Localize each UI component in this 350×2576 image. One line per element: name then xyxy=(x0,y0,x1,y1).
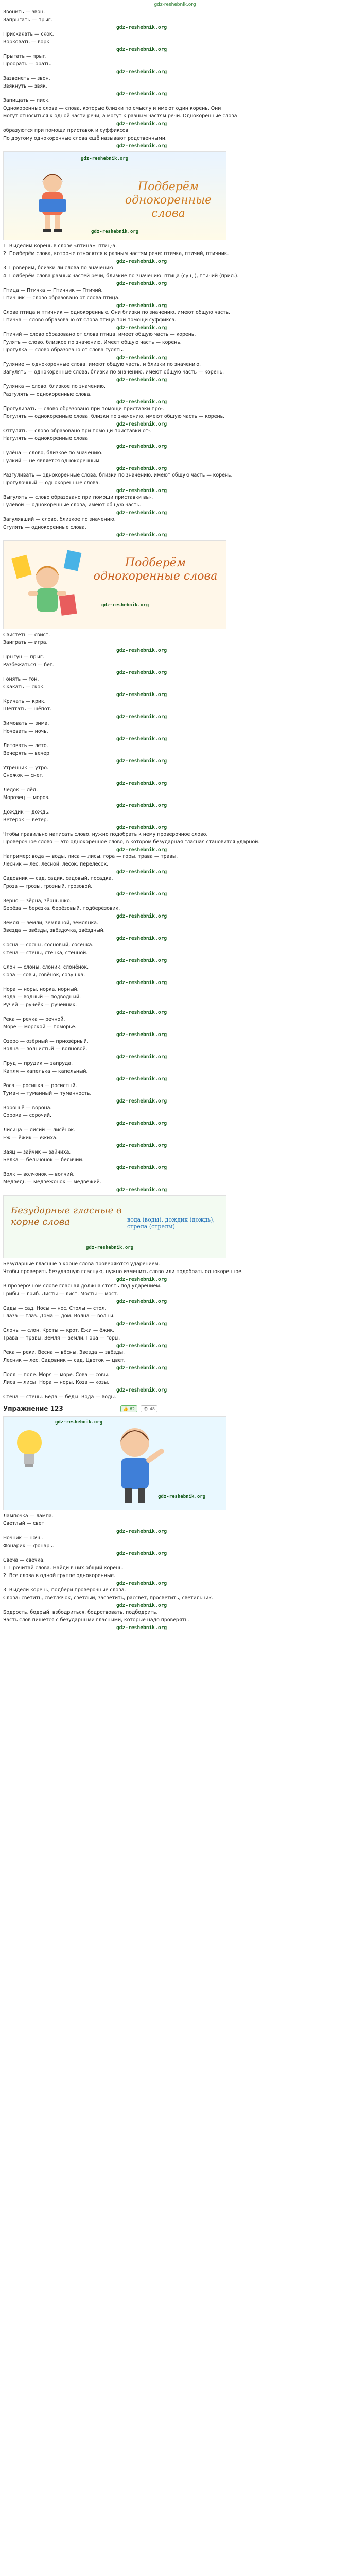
text-line: Гулять — слово, близкое по значению. Имеет общую часть — корень. xyxy=(3,340,182,345)
text-line: Волк — волчонок — волчий. xyxy=(3,1172,75,1177)
text-line: Медведь — медвежонок — медвежий. xyxy=(3,1179,101,1185)
card1-watermark-2: gdz-reshebnik.org xyxy=(91,229,139,234)
text-line: Ночник — ночь. xyxy=(3,1535,43,1541)
watermark-link[interactable]: gdz-reshebnik.org xyxy=(116,936,167,941)
text-line: Разгуливать — однокоренные слова, близки по значению, имеют общую часть — корень. xyxy=(3,472,233,478)
exercise-header xyxy=(3,1403,157,1414)
watermark-link[interactable]: gdz-reshebnik.org xyxy=(116,958,167,963)
card2-watermark: gdz-reshebnik.org xyxy=(101,603,149,608)
text-line: Чтобы правильно написать слово, нужно подобрать к нему проверочное слово. xyxy=(3,832,208,837)
exercise-title: Упражнение 123 xyxy=(3,1405,63,1413)
text-line: могут относиться к одной части речи, а могут к разным частям речи. Однокоренные слова xyxy=(3,113,237,119)
watermark-link[interactable]: gdz-reshebnik.org xyxy=(116,399,167,405)
text-line: Нагулять — однокоренные слова. xyxy=(3,436,90,442)
watermark-link[interactable]: gdz-reshebnik.org xyxy=(116,781,167,786)
text-line: Слова: светить, светлячок, светлый, засветить, рассвет, просветить, светильник. xyxy=(3,1595,213,1601)
text-line: Гуляние — однокоренные слова, имеют общую часть, и близки по значению. xyxy=(3,362,201,367)
text-line: образуются при помощи приставок и суффиксов. xyxy=(3,128,130,133)
watermark-link[interactable]: gdz-reshebnik.org xyxy=(116,980,167,986)
views-badge: 👁 48 xyxy=(141,1405,157,1412)
light-bulb-icon xyxy=(14,1427,45,1473)
text-line: Чтобы проверить безударную гласную, нужно изменить слово или подобрать однокоренное. xyxy=(3,1269,243,1275)
text-line: Разбежаться — бег. xyxy=(3,662,54,668)
text-line: Безударные гласные в корне слова проверяются ударением. xyxy=(3,1261,160,1267)
watermark-link[interactable]: gdz-reshebnik.org xyxy=(116,1277,167,1282)
text-line: Шептать — шёпот. xyxy=(3,706,52,712)
watermark-link[interactable]: gdz-reshebnik.org xyxy=(116,1187,167,1193)
text-line: В проверочном слове гласная должна стоять под ударением. xyxy=(3,1283,162,1289)
watermark-link[interactable]: gdz-reshebnik.org xyxy=(116,1299,167,1304)
watermark-link[interactable]: gdz-reshebnik.org xyxy=(116,670,167,675)
text-line: Прыгун — прыг. xyxy=(3,654,44,660)
section-2 xyxy=(0,243,350,338)
text-line: Звонить — звон. xyxy=(3,9,45,15)
text-line: Сгулять — однокоренные слова. xyxy=(3,524,86,530)
text-line: Свистеть — свист. xyxy=(3,632,50,638)
top-watermark[interactable]: gdz-reshebnik.org xyxy=(0,0,350,9)
watermark-link[interactable]: gdz-reshebnik.org xyxy=(116,1098,167,1104)
text-line: Вороньё — ворона. xyxy=(3,1105,52,1111)
text-line: Прогулка — слово образовано от слова гулять. xyxy=(3,347,124,353)
text-line: Разгулять — однокоренные слова. xyxy=(3,392,92,397)
watermark-link[interactable]: gdz-reshebnik.org xyxy=(116,532,167,538)
text-line: Загулявший — слово, близкое по значению. xyxy=(3,517,116,522)
text-line: Например: вода — воды, лиса — лисы, гора — горы, трава — травы. xyxy=(3,854,178,859)
text-line: 2. Подберём слова, которые относятся к разным частям речи: птичка, птичий, птичник. xyxy=(3,251,229,257)
card5-watermark-2: gdz-reshebnik.org xyxy=(158,1494,206,1500)
text-line: 1. Выделим корень в слове «птица»: птиц-а. xyxy=(3,243,117,249)
text-line: По другому однокоренные слова ещё называют родственными. xyxy=(3,135,167,141)
text-line: Прогуливать — слово образовано при помощи приставки про-. xyxy=(3,406,164,412)
text-line: Птичий — слово образовано от слова птица, имеет общую часть — корень. xyxy=(3,332,196,337)
text-line: Стена — стены. Беда — беды. Вода — воды. xyxy=(3,1394,116,1400)
text-line: Сады — сад. Носы — нос. Столы — стол. xyxy=(3,1306,107,1311)
text-line: Дождик — дождь. xyxy=(3,809,50,815)
watermark-link[interactable]: gdz-reshebnik.org xyxy=(116,91,167,97)
text-line: Гонять — гон. xyxy=(3,676,39,682)
text-line: Грибы — гриб. Листы — лист. Мосты — мост. xyxy=(3,1291,118,1297)
text-line: Река — реки. Весна — вёсны. Звезда — звёзды. xyxy=(3,1350,125,1355)
text-line: Звезда — звёзды, звёздочка, звёздный. xyxy=(3,928,105,934)
illustration-card-1 xyxy=(3,151,226,240)
text-line: 3. Выдели корень, подбери проверочные слова. xyxy=(3,1587,126,1594)
text-line: Вода — водный — подводный. xyxy=(3,994,81,1000)
section-11 xyxy=(0,1565,350,1631)
card2-title: Подберём однокоренные слова xyxy=(93,556,218,583)
watermark-link[interactable]: gdz-reshebnik.org xyxy=(116,121,167,127)
watermark-link[interactable]: gdz-reshebnik.org xyxy=(116,259,167,264)
watermark-link[interactable]: gdz-reshebnik.org xyxy=(116,1365,167,1371)
section-4 xyxy=(0,632,350,720)
watermark-link[interactable]: gdz-reshebnik.org xyxy=(116,1603,167,1609)
card3-watermark: gdz-reshebnik.org xyxy=(86,1245,134,1250)
intro-text xyxy=(0,106,350,149)
text-line: Садовник — сад, садик, садовый, посадка. xyxy=(3,876,113,882)
watermark-link[interactable]: gdz-reshebnik.org xyxy=(116,714,167,720)
card1-watermark: gdz-reshebnik.org xyxy=(81,156,129,161)
watermark-link[interactable]: gdz-reshebnik.org xyxy=(116,1121,167,1126)
text-line: Трава — травы. Земля — земли. Гора — горы. xyxy=(3,1335,120,1341)
top-word-list xyxy=(0,9,350,104)
text-line: Погулять — однокоренные слова, близки по значению, имеют общую часть — корень. xyxy=(3,414,225,419)
text-line: 1. Прочитай слова. Найди в них общий корень. xyxy=(3,1565,124,1571)
card3-examples: вода (воды), дождик (дождь), стрела (стрелы) xyxy=(127,1216,215,1230)
text-line: Гулкий — не является однокоренным. xyxy=(3,458,101,464)
watermark-link[interactable]: gdz-reshebnik.org xyxy=(116,1143,167,1148)
watermark-link[interactable]: gdz-reshebnik.org xyxy=(116,1343,167,1349)
thumb-up-icon: 👍 xyxy=(123,1406,129,1411)
watermark-link[interactable]: gdz-reshebnik.org xyxy=(116,1581,167,1587)
text-line: Проверочное слово — это однокоренное слово, в котором безударная гласная становится ударной. xyxy=(3,839,260,845)
text-line: Светлый — свет. xyxy=(3,1521,46,1527)
section-6 xyxy=(0,832,350,993)
text-line: Ручей — ручеёк — ручейник. xyxy=(3,1002,77,1008)
watermark-link[interactable]: gdz-reshebnik.org xyxy=(116,421,167,427)
watermark-link[interactable]: gdz-reshebnik.org xyxy=(116,736,167,742)
text-line: Гулёна — слово, близкое по значению. xyxy=(3,450,103,456)
exercise-meta xyxy=(120,1405,157,1412)
text-line: Морозец — мороз. xyxy=(3,795,50,801)
watermark-link[interactable]: gdz-reshebnik.org xyxy=(116,355,167,361)
watermark-link[interactable]: gdz-reshebnik.org xyxy=(116,281,167,286)
text-line: Слоны — слон. Кроты — крот. Ежи — ёжик. xyxy=(3,1328,115,1333)
watermark-link[interactable]: gdz-reshebnik.org xyxy=(116,825,167,831)
text-line: Скакать — скок. xyxy=(3,684,45,690)
text-line: 4. Подберём слова разных частей речи, близкие по значению: птица (сущ.), птичий (прил.). xyxy=(3,273,239,279)
text-line: Ледок — лёд. xyxy=(3,787,38,793)
text-line: Лесник — лес, лесной, лесок, перелесок. xyxy=(3,861,109,867)
text-line: Проорать — орать. xyxy=(3,61,51,67)
text-line: 3. Проверим, близки ли слова по значению. xyxy=(3,265,115,271)
illustration-card-5 xyxy=(3,1416,226,1510)
text-line: Волна — волнистый — волновой. xyxy=(3,1046,87,1052)
watermark-link[interactable]: gdz-reshebnik.org xyxy=(116,1165,167,1171)
section-5 xyxy=(0,721,350,831)
text-line: Заиграть — игра. xyxy=(3,640,48,646)
text-line: Белка — бельчонок — беличий. xyxy=(3,1157,84,1163)
text-line: Зерно — зёрна, зёрнышко. xyxy=(3,898,72,904)
text-line: Фонарик — фонарь. xyxy=(3,1543,54,1549)
watermark-link[interactable]: gdz-reshebnik.org xyxy=(116,847,167,853)
watermark-link[interactable]: gdz-reshebnik.org xyxy=(116,510,167,516)
text-line: Ёж — ёжик — ежиха. xyxy=(3,1135,58,1141)
text-line: Зазвенеть — звон. xyxy=(3,76,50,81)
watermark-link[interactable]: gdz-reshebnik.org xyxy=(116,466,167,471)
text-line: Лисица — лисий — лисёнок. xyxy=(3,1127,76,1133)
text-line: Выгулять — слово образовано при помощи приставки вы-. xyxy=(3,495,153,500)
watermark-link[interactable]: gdz-reshebnik.org xyxy=(116,69,167,75)
watermark-link[interactable]: gdz-reshebnik.org xyxy=(116,1625,167,1631)
child-with-letters-illustration-icon xyxy=(9,546,86,623)
text-line: Сосна — сосны, сосновый, сосенка. xyxy=(3,942,94,948)
text-line: Гулянка — слово, близкое по значению. xyxy=(3,384,106,389)
text-line: Запрыгать — прыг. xyxy=(3,17,52,23)
text-line: Запищать — писк. xyxy=(3,98,50,104)
watermark-link[interactable]: gdz-reshebnik.org xyxy=(116,1054,167,1060)
watermark-link[interactable]: gdz-reshebnik.org xyxy=(116,758,167,764)
watermark-link[interactable]: gdz-reshebnik.org xyxy=(116,325,167,331)
text-line: Лиса — лисы. Нора — норы. Коза — козы. xyxy=(3,1380,110,1385)
text-line: Звякнуть — звяк. xyxy=(3,83,47,89)
watermark-link[interactable]: gdz-reshebnik.org xyxy=(116,303,167,309)
text-line: Прыгать — прыг. xyxy=(3,54,47,59)
watermark-link[interactable]: gdz-reshebnik.org xyxy=(116,913,167,919)
watermark-link[interactable]: gdz-reshebnik.org xyxy=(116,444,167,449)
girl-reading-illustration-icon xyxy=(24,167,81,234)
text-line: Загулять — однокоренные слова, близки по значению, имеют общую часть — корень. xyxy=(3,369,224,375)
likes-badge[interactable]: 👍 62 xyxy=(120,1405,137,1412)
text-line: Река — речка — речной. xyxy=(3,1016,65,1022)
text-line: Ночевать — ночь. xyxy=(3,728,48,734)
text-line: Ворковать — ворк. xyxy=(3,39,51,45)
text-line: Свеча — свечка. xyxy=(3,1557,45,1564)
text-line: Сорока — сорочий. xyxy=(3,1113,51,1118)
watermark-link[interactable]: gdz-reshebnik.org xyxy=(116,488,167,494)
text-line: Поля — поле. Моря — море. Сова — совы. xyxy=(3,1372,110,1378)
text-line: 2. Все слова в одной группе однокоренные. xyxy=(3,1573,116,1579)
watermark-link[interactable]: gdz-reshebnik.org xyxy=(116,803,167,808)
text-line: Туман — туманный — туманность. xyxy=(3,1091,92,1096)
text-line: Глаза — глаз. Дома — дом. Волна — волны. xyxy=(3,1313,115,1319)
text-line: Часть слов пишется с безударными гласными, которые надо проверять. xyxy=(3,1617,189,1623)
watermark-link[interactable]: gdz-reshebnik.org xyxy=(116,1529,167,1535)
card3-title: Безударные гласные в корне слова xyxy=(11,1205,122,1227)
text-line: Гулевой — однокоренные слова, имеют общую часть. xyxy=(3,502,141,508)
text-line: Птица — Птичка — Птичник — Птичий. xyxy=(3,287,103,293)
watermark-link[interactable]: gdz-reshebnik.org xyxy=(116,1010,167,1015)
text-line: Слова птица и птичник — однокоренные. Они близки по значению, имеют общую часть. xyxy=(3,310,231,315)
text-line: Ветерок — ветер. xyxy=(3,817,48,823)
section-7 xyxy=(0,994,350,1105)
text-line: Гроза — грозы, грозный, грозовой. xyxy=(3,884,93,889)
text-line: Прогулочный — однокоренные слова. xyxy=(3,480,100,486)
section-10 xyxy=(0,1513,350,1564)
eye-icon: 👁 xyxy=(143,1406,149,1411)
text-line: Однокоренные слова — слова, которые близки по смыслу и имеют один корень. Они xyxy=(3,106,221,111)
text-line: Стена — стены, стенка, стенной. xyxy=(3,950,88,956)
section-9 xyxy=(0,1261,350,1400)
text-line: Вечерять — вечер. xyxy=(3,751,51,756)
text-line: Пруд — прудик — запруда. xyxy=(3,1061,73,1066)
illustration-card-3 xyxy=(3,1195,226,1258)
text-line: Птичка — слово образовано от слова птица при помощи суффикса. xyxy=(3,317,177,323)
watermark-link[interactable]: gdz-reshebnik.org xyxy=(116,1387,167,1393)
text-line: Прискакать — скок. xyxy=(3,31,54,37)
text-line: Заяц — зайчик — зайчиха. xyxy=(3,1149,71,1155)
section-3 xyxy=(0,340,350,538)
watermark-link[interactable]: gdz-reshebnik.org xyxy=(116,1551,167,1557)
text-line: Летовать — лето. xyxy=(3,743,48,749)
text-line: Утренник — утро. xyxy=(3,765,48,771)
card5-watermark: gdz-reshebnik.org xyxy=(55,1420,103,1426)
text-line: Сова — совы, совёнок, совушка. xyxy=(3,972,85,978)
watermark-link[interactable]: gdz-reshebnik.org xyxy=(116,377,167,383)
text-line: Слон — слоны, слоник, слонёнок. xyxy=(3,964,89,970)
watermark-link[interactable]: gdz-reshebnik.org xyxy=(116,648,167,653)
text-line: Море — морской — поморье. xyxy=(3,1024,77,1030)
watermark-link[interactable]: gdz-reshebnik.org xyxy=(116,1032,167,1038)
watermark-link[interactable]: gdz-reshebnik.org xyxy=(116,143,167,149)
watermark-link[interactable]: gdz-reshebnik.org xyxy=(116,25,167,30)
watermark-link[interactable]: gdz-reshebnik.org xyxy=(116,1076,167,1082)
illustration-card-2 xyxy=(3,540,226,629)
watermark-link[interactable]: gdz-reshebnik.org xyxy=(116,692,167,698)
text-line: Роса — росинка — росистый. xyxy=(3,1083,77,1089)
card1-title: Подберём однокоренные слова xyxy=(125,180,212,220)
text-line: Бодрость, бодрый, взбодриться, бодрствовать, подбодрить. xyxy=(3,1609,158,1616)
text-line: Лесник — лес. Садовник — сад. Цветок — цвет. xyxy=(3,1358,126,1363)
text-line: Земля — земли, земляной, землянка. xyxy=(3,920,99,926)
text-line: Зимовать — зима. xyxy=(3,721,49,726)
text-line: Нора — норы, норка, норный. xyxy=(3,987,79,992)
text-line: Лампочка — лампа. xyxy=(3,1513,54,1519)
text-line: Птичник — слово образовано от слова птица. xyxy=(3,295,120,301)
watermark-link[interactable]: gdz-reshebnik.org xyxy=(116,869,167,875)
section-8 xyxy=(0,1105,350,1193)
text-line: Озеро — озёрный — приозёрный. xyxy=(3,1039,89,1044)
watermark-link[interactable]: gdz-reshebnik.org xyxy=(116,47,167,53)
watermark-link[interactable]: gdz-reshebnik.org xyxy=(116,1321,167,1327)
text-line: Берёза — берёзка, берёзовый, подберёзовик. xyxy=(3,906,120,911)
text-line: Отгулять — слово образовано при помощи приставки от-. xyxy=(3,428,152,434)
text-line: Капля — капелька — капельный. xyxy=(3,1069,88,1074)
text-line: Кричать — крик. xyxy=(3,699,46,704)
text-line: Снежок — снег. xyxy=(3,773,44,778)
watermark-link[interactable]: gdz-reshebnik.org xyxy=(116,891,167,897)
